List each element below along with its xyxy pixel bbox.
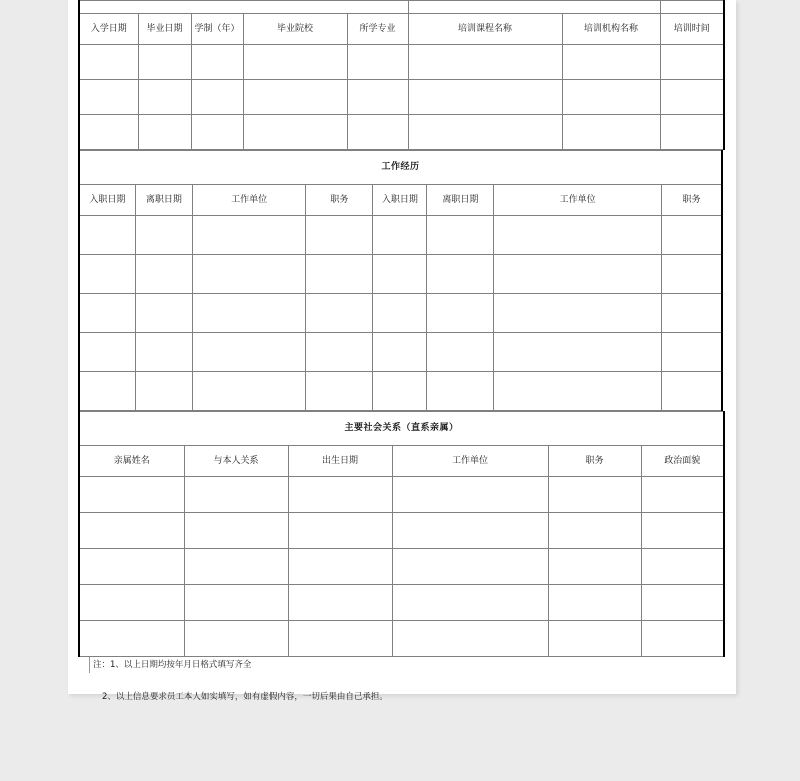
social-relations-table xyxy=(78,411,725,657)
cell-school-system-years[interactable] xyxy=(191,80,243,115)
col-header-employer-2: 工作单位 xyxy=(494,185,661,216)
cell-relationship[interactable] xyxy=(184,585,288,621)
col-header-training-course-name: 培训课程名称 xyxy=(408,14,562,45)
cell-relative-name[interactable] xyxy=(79,549,184,585)
col-header-employer-1: 工作单位 xyxy=(192,185,305,216)
cell-employer[interactable] xyxy=(392,585,548,621)
cell-graduate-date[interactable] xyxy=(138,80,191,115)
cell-relationship[interactable] xyxy=(184,477,288,513)
cell-employer-2[interactable] xyxy=(494,216,661,255)
cell-entry-date-2[interactable] xyxy=(373,216,427,255)
cell-entry-date-1[interactable] xyxy=(79,216,135,255)
cell-employer-1[interactable] xyxy=(192,255,305,294)
cell-entry-date-2[interactable] xyxy=(373,372,427,411)
cell-training-institution[interactable] xyxy=(562,115,660,150)
clipped-title-row xyxy=(79,1,724,14)
cell-position[interactable] xyxy=(548,477,641,513)
clipped-title-left xyxy=(79,1,408,14)
cell-leave-date-1[interactable] xyxy=(135,372,192,411)
cell-political-status[interactable] xyxy=(641,621,724,657)
cell-birth-date[interactable] xyxy=(288,621,392,657)
cell-relative-name[interactable] xyxy=(79,513,184,549)
table-row xyxy=(79,80,724,115)
cell-employer-1[interactable] xyxy=(192,294,305,333)
col-header-position-1: 职务 xyxy=(306,185,373,216)
col-header-enroll-date: 入学日期 xyxy=(79,14,138,45)
cell-graduate-date[interactable] xyxy=(138,45,191,80)
cell-entry-date-2[interactable] xyxy=(373,333,427,372)
cell-employer[interactable] xyxy=(392,621,548,657)
cell-birth-date[interactable] xyxy=(288,585,392,621)
cell-major[interactable] xyxy=(347,45,408,80)
cell-political-status[interactable] xyxy=(641,477,724,513)
cell-entry-date-2[interactable] xyxy=(373,255,427,294)
table-row xyxy=(79,549,724,585)
cell-political-status[interactable] xyxy=(641,585,724,621)
cell-graduate-school[interactable] xyxy=(243,80,347,115)
work-experience-table xyxy=(78,150,723,411)
cell-employer-2[interactable] xyxy=(494,333,661,372)
cell-enroll-date[interactable] xyxy=(79,115,138,150)
cell-leave-date-2[interactable] xyxy=(427,294,494,333)
col-header-political-status: 政治面貌 xyxy=(641,446,724,477)
cell-employer[interactable] xyxy=(392,549,548,585)
table-row xyxy=(79,255,722,294)
cell-political-status[interactable] xyxy=(641,549,724,585)
col-header-graduate-date: 毕业日期 xyxy=(138,14,191,45)
cell-training-time[interactable] xyxy=(660,115,724,150)
table-row xyxy=(79,45,724,80)
note-line-2: 2、以上信息要求员工本人如实填写，如有虚假内容，一切后果由自己承担。 xyxy=(102,692,388,702)
table-row xyxy=(79,477,724,513)
cell-training-institution[interactable] xyxy=(562,45,660,80)
cell-employer[interactable] xyxy=(392,513,548,549)
cell-entry-date-2[interactable] xyxy=(373,294,427,333)
cell-birth-date[interactable] xyxy=(288,513,392,549)
education-training-table xyxy=(78,0,725,150)
cell-major[interactable] xyxy=(347,80,408,115)
table-row xyxy=(79,294,722,333)
col-header-graduate-school: 毕业院校 xyxy=(243,14,347,45)
cell-employer-2[interactable] xyxy=(494,294,661,333)
cell-leave-date-1[interactable] xyxy=(135,294,192,333)
relations-header-row xyxy=(79,446,724,477)
cell-training-institution[interactable] xyxy=(562,80,660,115)
cell-birth-date[interactable] xyxy=(288,477,392,513)
col-header-training-time: 培训时间 xyxy=(660,14,724,45)
cell-employer-1[interactable] xyxy=(192,372,305,411)
cell-position-2[interactable] xyxy=(661,216,722,255)
cell-leave-date-2[interactable] xyxy=(427,333,494,372)
work-section-title-row xyxy=(79,151,722,185)
cell-training-course-name[interactable] xyxy=(408,45,562,80)
col-header-leave-date-1: 离职日期 xyxy=(135,185,192,216)
col-header-relative-name: 亲属姓名 xyxy=(79,446,184,477)
cell-entry-date-1[interactable] xyxy=(79,372,135,411)
table-row xyxy=(79,513,724,549)
cell-position[interactable] xyxy=(548,621,641,657)
cell-leave-date-2[interactable] xyxy=(427,216,494,255)
clipped-title-mid xyxy=(408,1,660,14)
form-sheet xyxy=(78,0,723,717)
col-header-leave-date-2: 离职日期 xyxy=(427,185,494,216)
cell-relationship[interactable] xyxy=(184,513,288,549)
cell-position-1[interactable] xyxy=(306,255,373,294)
cell-employer-1[interactable] xyxy=(192,333,305,372)
col-header-employer: 工作单位 xyxy=(392,446,548,477)
table-row xyxy=(79,115,724,150)
cell-position[interactable] xyxy=(548,513,641,549)
cell-school-system-years[interactable] xyxy=(191,45,243,80)
col-header-birth-date: 出生日期 xyxy=(288,446,392,477)
cell-leave-date-1[interactable] xyxy=(135,255,192,294)
cell-employer-1[interactable] xyxy=(192,216,305,255)
paper-page xyxy=(68,0,736,702)
cell-training-time[interactable] xyxy=(660,80,724,115)
cell-political-status[interactable] xyxy=(641,513,724,549)
cell-leave-date-1[interactable] xyxy=(135,333,192,372)
cell-major[interactable] xyxy=(347,115,408,150)
education-header-row xyxy=(79,14,724,45)
cell-graduate-date[interactable] xyxy=(138,115,191,150)
cell-leave-date-1[interactable] xyxy=(135,216,192,255)
cell-relative-name[interactable] xyxy=(79,621,184,657)
cell-entry-date-1[interactable] xyxy=(79,255,135,294)
clipped-title-right xyxy=(660,1,724,14)
relations-section-title-row xyxy=(79,412,724,446)
cell-school-system-years[interactable] xyxy=(191,115,243,150)
cell-position[interactable] xyxy=(548,549,641,585)
cell-graduate-school[interactable] xyxy=(243,115,347,150)
cell-position-1[interactable] xyxy=(306,333,373,372)
cell-position-2[interactable] xyxy=(661,372,722,411)
table-row xyxy=(79,372,722,411)
section-title-social-relations: 主要社会关系（直系亲属） xyxy=(79,412,724,446)
cell-training-course-name[interactable] xyxy=(408,115,562,150)
cell-employer-2[interactable] xyxy=(494,255,661,294)
col-header-school-system-years: 学制（年） xyxy=(191,14,243,45)
cell-leave-date-2[interactable] xyxy=(427,372,494,411)
work-header-row xyxy=(79,185,722,216)
cell-birth-date[interactable] xyxy=(288,549,392,585)
col-header-relationship: 与本人关系 xyxy=(184,446,288,477)
cell-position-1[interactable] xyxy=(306,294,373,333)
cell-enroll-date[interactable] xyxy=(79,45,138,80)
cell-relative-name[interactable] xyxy=(79,585,184,621)
col-header-major: 所学专业 xyxy=(347,14,408,45)
cell-position-1[interactable] xyxy=(306,372,373,411)
col-header-position-2: 职务 xyxy=(661,185,722,216)
cell-position-2[interactable] xyxy=(661,255,722,294)
table-row xyxy=(79,333,722,372)
cell-position[interactable] xyxy=(548,585,641,621)
note-line-1: 注：1、以上日期均按年月日格式填写齐全 xyxy=(89,657,251,673)
table-row xyxy=(79,585,724,621)
table-row xyxy=(79,216,722,255)
cell-employer[interactable] xyxy=(392,477,548,513)
col-header-entry-date-2: 入职日期 xyxy=(373,185,427,216)
col-header-position: 职务 xyxy=(548,446,641,477)
cell-employer-2[interactable] xyxy=(494,372,661,411)
col-header-training-institution: 培训机构名称 xyxy=(562,14,660,45)
cell-entry-date-1[interactable] xyxy=(79,294,135,333)
cell-enroll-date[interactable] xyxy=(79,80,138,115)
cell-graduate-school[interactable] xyxy=(243,45,347,80)
col-header-entry-date-1: 入职日期 xyxy=(79,185,135,216)
cell-position-2[interactable] xyxy=(661,294,722,333)
cell-position-1[interactable] xyxy=(306,216,373,255)
footer-notes xyxy=(88,657,728,717)
cell-training-course-name[interactable] xyxy=(408,80,562,115)
cell-leave-date-2[interactable] xyxy=(427,255,494,294)
cell-relationship[interactable] xyxy=(184,549,288,585)
cell-position-2[interactable] xyxy=(661,333,722,372)
table-row xyxy=(79,621,724,657)
cell-entry-date-1[interactable] xyxy=(79,333,135,372)
cell-relative-name[interactable] xyxy=(79,477,184,513)
cell-training-time[interactable] xyxy=(660,45,724,80)
section-title-work-experience: 工作经历 xyxy=(79,151,722,185)
cell-relationship[interactable] xyxy=(184,621,288,657)
